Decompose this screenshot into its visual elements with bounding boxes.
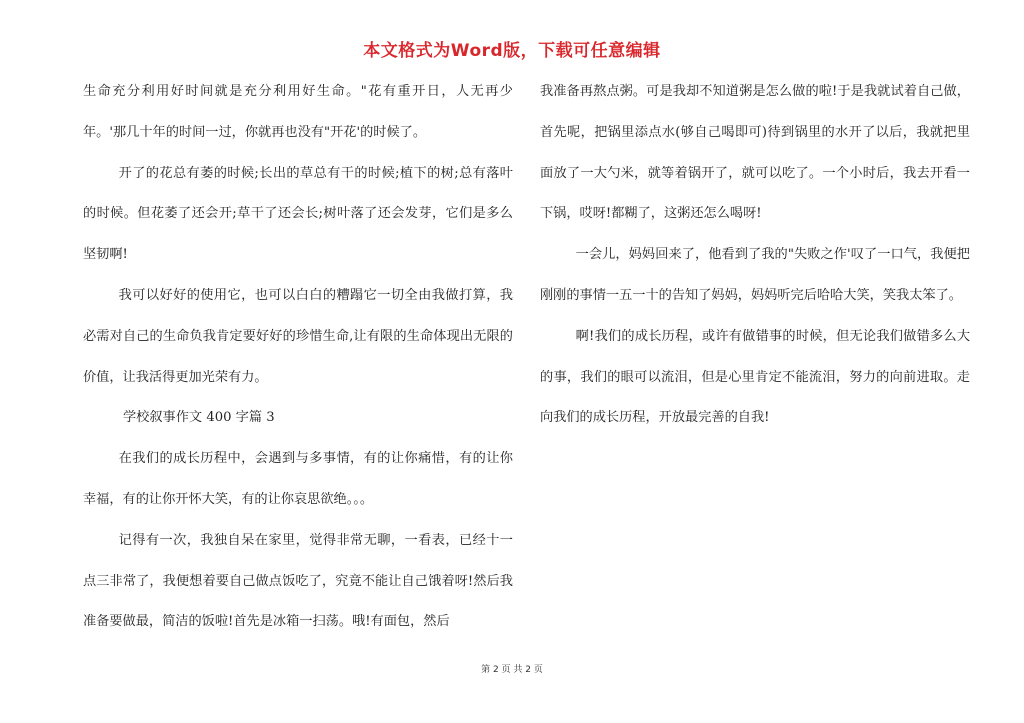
left-text-column	[83, 72, 513, 643]
paragraph-mother-returns: 一会儿，妈妈回来了，他看到了我的"失败之作'叹了一口气，我便把刚刚的事情一五一十的告知了妈妈，妈妈听完后哈哈大笑，笑我太笨了。	[540, 247, 970, 303]
page-number-footer: 第 2 页 共 2 页	[481, 665, 543, 675]
paragraph-conclusion: 啊!我们的成长历程，或许有做错事的时候，但无论我们做错多么大的事，我们的眼可以流泪，但是心里肯定不能流泪，努力的向前进取。走向我们的成长历程，开放最完善的自我!	[540, 328, 970, 426]
paragraph-life-time: 生命充分利用好时间就是充分利用好生命。"花有重开日，人无再少年。'那几十年的时间一过，你就再也没有"开花'的时候了。	[83, 84, 513, 140]
paragraph-flowers-wither: 开了的花总有萎的时候;长出的草总有干的时候;植下的树;总有落叶的时候。但花萎了还会开;草干了还会长;树叶落了还会发芽，它们是多么坚韧啊!	[83, 165, 513, 263]
right-text-column	[540, 72, 970, 439]
paragraph-home-alone: 记得有一次，我独自呆在家里，觉得非常无聊，一看表，已经十一点三非常了，我便想着要自己做点饭吃了，究竟不能让自己饿着呀!然后我准备要做最，简洁的饭啦!首先是冰箱一扫荡。哦!有面包，然后	[83, 532, 513, 630]
paragraph-cooking-porridge: 我准备再熬点粥。可是我却不知道粥是怎么做的啦!于是我就试着自己做，首先呢，把锅里添点水(够自己喝即可)待到锅里的水开了以后，我就把里面放了一大勺米，就等着锅开了，就可以吃了。一个小时后，我去开看一下锅，哎呀!都糊了，这粥还怎么喝呀!	[540, 84, 970, 222]
document-header-title: 本文格式为Word版，下载可任意编辑	[363, 41, 661, 61]
paragraph-cherish-life: 我可以好好的使用它，也可以白白的糟蹋它一切全由我做打算，我必需对自己的生命负我肯定要好好的珍惜生命,让有限的生命体现出无限的价值，让我活得更加光荣有力。	[83, 287, 513, 385]
essay-section-heading: 学校叙事作文 400 字篇 3	[123, 410, 275, 426]
paragraph-growth-intro: 在我们的成长历程中，会遇到与多事情，有的让你痛惜，有的让你幸福，有的让你开怀大笑，有的让你哀思欲绝。。。	[83, 451, 513, 507]
